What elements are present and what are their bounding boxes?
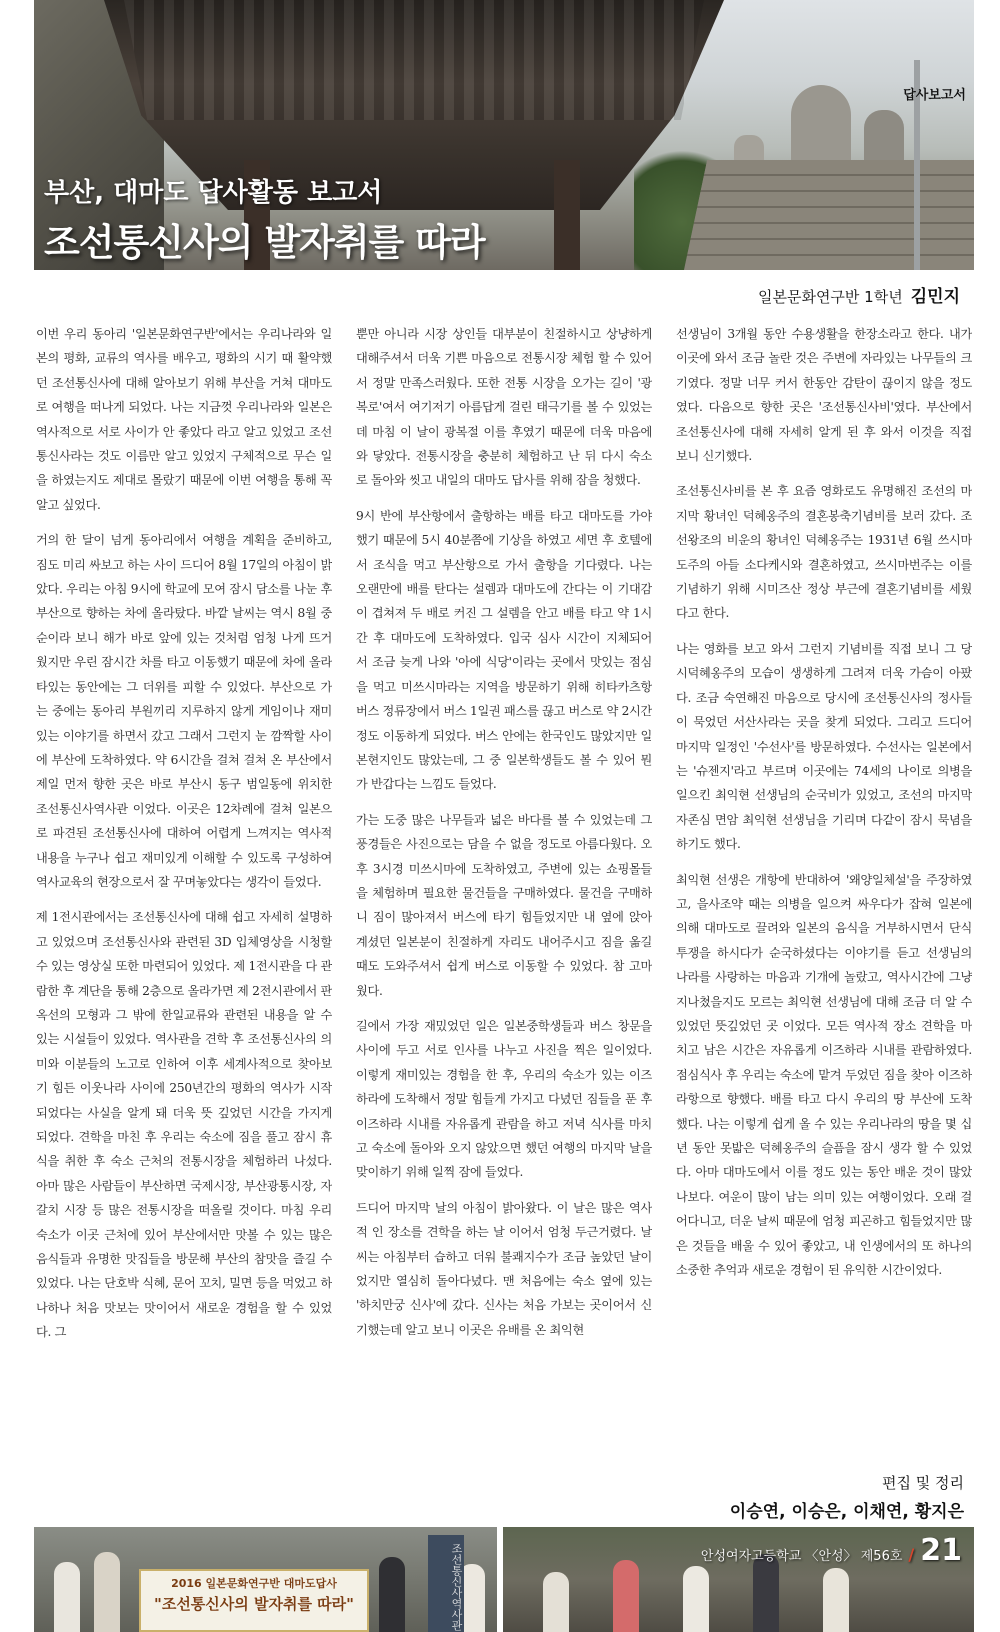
page-footer: [701, 1533, 962, 1568]
paragraph: 가는 도중 많은 나무들과 넓은 바다를 볼 수 있었는데 그 풍경들은 사진으로는 담을 수 없을 정도로 아름다웠다. 오후 3시경 미쓰시마에 도착하였고, 주변에 있는 쇼핑몰들을 체험하며 필요한 물건들을 구매하였다. 물건을 구매하니 짐이 많아져서 버스에 타기 힘들었지만 내 옆에 앉아 계셨던 일본분이 친절하게 자리도 내어주시고 짐을 옮길 때도 도와주셔서 쉽게 버스로 이동할 수 있었다. 참 고마웠다.: [356, 812, 652, 998]
person: [823, 1568, 849, 1632]
author-name: 김민지: [910, 287, 960, 307]
section-tag: 답사보고서: [903, 88, 966, 103]
header-photo: [34, 0, 974, 270]
gate-pillar-right: [554, 160, 580, 270]
museum-sign: 조선통신사역사관: [428, 1535, 464, 1632]
article-body: [36, 322, 972, 1497]
article-subtitle: 부산, 대마도 답사활동 보고서: [44, 178, 383, 208]
stone-wall-right: [684, 160, 974, 270]
editors-names: 이승연, 이승은, 이채연, 황지은: [729, 1502, 964, 1522]
text-column-1: [36, 322, 332, 1497]
person: [543, 1572, 569, 1632]
article-title: 조선통신사의 발자취를 따라: [44, 221, 485, 264]
paragraph: 제 1전시관에서는 조선통신사에 대해 쉽고 자세히 설명하고 있었으며 조선통신사와 관련된 3D 입체영상을 시청할 수 있는 영상실 또한 마련되어 있었다. 제 1전시관을 다 관람한 후 계단을 통해 2층으로 올라가면 제 2전시관에서 판옥선의 모형과 그 밖에 한일교류와 관련된 내용을 알 수 있는 시설들이 있었다. 역사관을 견학 후 조선통신사의 의미와 이분들의 노고로 인하여 이후 세계사적으로 찾아보기 힘든 이웃나라 사이에 250년간의 평화의 역사가 시작 되었다는 사실을 알게 돼 더욱 뜻 깊었던 시간을 가지게 되었다. 견학을 마친 후 우리는 숙소에 짐을 풀고 잠시 휴식을 취한 후 숙소 근처의 전통시장을 체험하러 나섰다. 아마 많은 사람들이 부산하면 국제시장, 부산광통시장, 자갈치 시장 등 많은 전통시장을 떠올릴 것이다. 마침 우리 숙소가 이곳 근처에 있어 부산에서만 맛볼 수 있는 많은 음식들과 유명한 맛집들을 방문해 부산의 참맛을 즐길 수 있었다. 나는 단호박 식혜, 문어 꼬치, 밀면 등을 먹었고 하나하나 처음 맛보는 맛이어서 새로운 경험을 할 수 있었다. 그: [36, 910, 332, 1340]
text-column-3: [676, 322, 972, 1497]
paragraph: 나는 영화를 보고 와서 그런지 기념비를 직접 보니 그 당시덕혜옹주의 모습이 생생하게 그려져 더욱 가슴이 아팠다. 조금 숙연해진 마음으로 당시에 조선통신사의 정사들이 묵었던 서산사라는 곳을 찾게 되었다. 그리고 드디어 마지막 일정인 '수선사'를 방문하였다. 수선사는 일본에서는 '슈젠지'라고 부르며 이곳에는 74세의 나이로 의병을 일으킨 최익현 선생님의 순국비가 있었고, 조선의 마지막 자존심 면암 최익현 선생님을 기리며 다같이 잠시 묵념을 하기도 했다.: [676, 641, 972, 852]
editors-credit: [730, 1472, 964, 1522]
publication-name: 안성여자고등학교 〈안성〉 제56호: [700, 1549, 903, 1564]
person: [613, 1560, 639, 1632]
author-affiliation: 일본문화연구반 1학년: [757, 288, 903, 306]
paragraph: 선생님이 3개월 동안 수용생활을 한장소라고 한다. 내가 이곳에 와서 조금 놀란 것은 주변에 자라있는 나무들의 크기였다. 정말 너무 커서 한동안 감탄이 끊이지 않을 정도였다. 다음으로 향한 곳은 '조선통신사비'였다. 부산에서 조선통신사에 대해 자세히 알게 된 후 와서 이것을 직접 보니 신기했다.: [676, 327, 972, 464]
editors-label: 편집 및 정리: [882, 1474, 964, 1492]
paragraph: 드디어 마지막 날의 아침이 밝아왔다. 이 날은 많은 역사적 인 장소를 견학을 하는 날 이어서 엄청 두근거렸다. 날씨는 아침부터 습하고 더워 불쾌지수가 조금 높았던 날이었지만 열심히 돌아다녔다. 맨 처음에는 숙소 옆에 있는 '하치만궁 신사'에 갔다. 신사는 처음 가보는 곳이어서 신기했는데 알고 보니 이곳은 유배를 온 최익현: [356, 1200, 652, 1337]
stone-monument: [791, 85, 851, 170]
paragraph: 거의 한 달이 넘게 동아리에서 여행을 계획을 준비하고, 짐도 미리 싸보고 하는 사이 드디어 8월 17일의 아침이 밝았다. 우리는 아침 9시에 학교에 모여 잠시 담소를 나눈 후 부산으로 향하는 차에 올라탔다. 바깥 날씨는 역시 8월 중순이라 보니 해가 바로 앞에 있는 것처럼 엄청 나게 뜨거웠지만 우린 잠시간 차를 타고 이동했기 때문에 차에 올라 타있는 동안에는 그 더위를 피할 수 있었다. 부산으로 가는 중에는 동아리 부원끼리 지루하지 않게 게임이나 재미있는 이야기를 하면서 갔고 그래서 그런지 눈 깜짝할 사이에 부산에 도착하였다. 약 6시간을 걸쳐 걸쳐 온 부산에서 제일 먼저 향한 곳은 바로 부산시 동구 범일동에 위치한 조선통신사역사관 이었다. 이곳은 12차례에 걸쳐 일본으로 파견된 조선통신사에 대하여 어렵게 느껴지는 역사적 내용을 누구나 쉽고 재미있게 이해할 수 있도록 구성하여 역사교육의 현장으로서 잘 꾸며놓았다는 생각이 들었다.: [36, 533, 332, 889]
group-photo-banner: [34, 1527, 497, 1632]
slash-mark: /: [908, 1545, 915, 1564]
paragraph: 조선통신사비를 본 후 요즘 영화로도 유명해진 조선의 마지막 황녀인 덕혜옹주의 결혼봉축기념비를 보러 갔다. 조선왕조의 비운의 황녀인 덕혜옹주는 1931년 6월 쓰시마도주의 아들 소다케시와 결혼하였고, 쓰시마번주는 이를 기념하기 위해 시미즈산 정상 부근에 결혼기념비를 세웠다고 한다.: [676, 484, 972, 621]
person: [683, 1566, 709, 1632]
paragraph: 9시 반에 부산항에서 출항하는 배를 타고 대마도를 가야 했기 때문에 5시 40분쯤에 기상을 하였고 세면 후 호텔에서 조식을 먹고 부산항으로 가서 출항을 기다렸다. 나는 오랜만에 배를 탄다는 설렘과 대마도에 간다는 이 기대감이 겹쳐져 두 배로 커진 그 설렘을 안고 배를 타고 약 1시간 후 대마도에 도착하였다. 입국 심사 시간이 지체되어 서 조금 늦게 나와 '아에 식당'이라는 곳에서 맛있는 점심을 먹고 미쓰시마라는 지역을 방문하기 위해 히타카츠항 버스 정류장에서 버스 1일권 패스를 끊고 버스로 약 2시간 정도 이동하게 되었다. 버스 안에는 한국인도 많았지만 일본현지인도 많았는데, 그 중 일본학생들도 볼 수 있어 뭔가 반갑다는 느낌도 들었다.: [356, 508, 652, 792]
paragraph: 최익현 선생은 개항에 반대하여 '왜양일체설'을 주장하였고, 을사조약 때는 의병을 일으켜 싸우다가 잡혀 일본에 의해 대마도로 끌려와 일본의 음식을 거부하시면서 단식투쟁을 하시다가 순국하셨다는 이야기를 듣고 선생님의 나라를 사랑하는 마음과 기개에 놀랐고, 역사시간에 그냥 지나쳤을지도 모르는 최익현 선생님에 대해 조금 더 알 수 있었던 뜻깊었던 곳 이었다. 모든 역사적 장소 견학을 마치고 남은 시간은 자유롭게 이즈하라 시내를 관람하였다. 점심식사 후 우리는 숙소에 맡겨 두었던 짐을 찾아 이즈하라항으로 향했다. 배를 타고 다시 우리의 땅 부산에 도착했다. 나는 이렇게 쉽게 올 수 있는 우리나라의 땅을 몇 십 년 동안 못밟은 덕혜옹주의 슬픔을 잠시 생각 할 수 있었다. 아마 대마도에서 이를 정도 있는 동안 배운 것이 많았나보다. 여운이 많이 남는 의미 있는 여행이었다. 오래 걸어다니고, 더운 날씨 때문에 엄청 피곤하고 힘들었지만 많은 것들을 배울 수 있어 좋았고, 내 인생에서의 또 하나의 소중한 추억과 새로운 경험이 된 유익한 시간이었다.: [676, 872, 972, 1278]
banner-line-1: 2016 일본문화연구반 대마도답사: [171, 1577, 337, 1590]
text-column-2: [356, 322, 652, 1497]
paragraph: 이번 우리 동아리 '일본문화연구반'에서는 우리나라와 일본의 평화, 교류의 역사를 배우고, 평화의 시기 때 활약했던 조선통신사에 대해 알아보기 위해 부산을 거쳐 대마도로 여행을 떠나게 되었다. 나는 지금껏 우리나라와 일본은 역사적으로 서로 사이가 안 좋았다 라고 알고 있었고 조선통신사라는 것도 이름만 알고 있었지 구체적으로 무슨 일을 하였는지도 제대로 몰랐기 때문에 이번 여행을 통해 꼭 알고 싶었다.: [36, 327, 332, 512]
byline: [758, 282, 960, 307]
person: [54, 1562, 80, 1632]
person: [379, 1557, 405, 1632]
page-number: 21: [920, 1533, 962, 1568]
person: [94, 1552, 120, 1632]
paragraph: 길에서 가장 재밌었던 일은 일본중학생들과 버스 창문을 사이에 두고 서로 인사를 나누고 사진을 찍은 일이었다. 이렇게 재미있는 경험을 한 후, 우리의 숙소가 있는 이즈하라에 도착해서 정말 힘들게 가지고 다녔던 짐들을 푼 후 이즈하라 시내를 자유롭게 관람을 하고 저녁 식사를 마치고 숙소에 돌아와 오지 않았으면 했던 여행의 마지막 날을 맞이하기 위해 일찍 잠에 들었다.: [356, 1018, 652, 1180]
banner-line-2: "조선통신사의 발자취를 따라": [154, 1595, 354, 1613]
roof-tiles: [124, 0, 704, 120]
paragraph: 뿐만 아니라 시장 상인들 대부분이 친절하시고 상냥하게 대해주셔서 더욱 기쁜 마음으로 전통시장 체험 할 수 있어서 정말 만족스러웠다. 또한 전통 시장을 오가는 길이 '광복로'여서 여기저기 아름답게 걸린 태극기를 볼 수 있었는데 마침 이 날이 광복절 이를 후였기 때문에 더욱 마음에 와 닿았다. 전통시장을 충분히 체험하고 난 뒤 다시 숙소로 돌아와 씻고 내일의 대마도 답사를 위해 잠을 청했다.: [356, 327, 652, 488]
group-banner: [139, 1569, 369, 1632]
